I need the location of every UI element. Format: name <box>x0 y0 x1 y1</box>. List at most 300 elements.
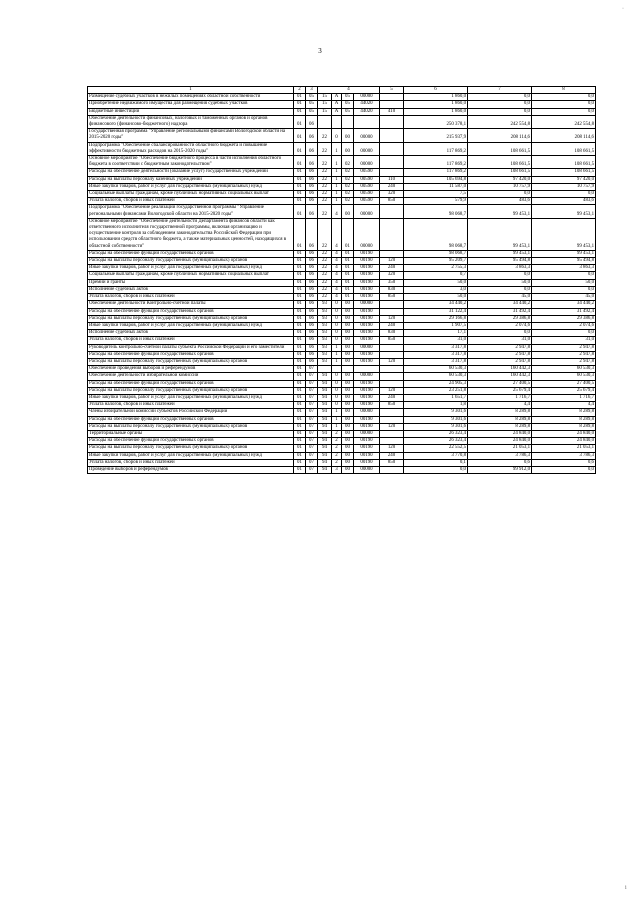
row-code-cell: 1 <box>332 169 342 176</box>
table-row <box>88 452 596 459</box>
table-row <box>88 294 596 301</box>
row-amount-cell: 31 122,4 <box>404 308 468 315</box>
row-code-cell: 0 <box>332 129 342 142</box>
row-code-cell: 00 <box>342 430 354 437</box>
row-amount-cell: 9 301,6 <box>404 416 468 423</box>
row-amount-cell: 24 840,0 <box>468 438 532 445</box>
row-code-cell: 06 <box>306 337 318 344</box>
row-code-cell: 06 <box>306 301 318 308</box>
column-header: 8 <box>532 87 596 94</box>
row-amount-cell: 242 554,8 <box>532 115 596 128</box>
column-header: 6 <box>404 87 468 94</box>
row-amount-cell: 60 530,3 <box>404 373 468 380</box>
table-row <box>88 416 596 423</box>
table-row <box>88 176 596 183</box>
row-code-cell: 93 <box>318 351 332 358</box>
row-code-cell: 00190 <box>354 265 380 272</box>
row-code-cell: 00 <box>342 337 354 344</box>
row-code-cell: 22 <box>318 286 332 293</box>
row-code-cell: 01 <box>342 286 354 293</box>
row-amount-cell: 60 530,3 <box>532 366 596 373</box>
row-amount-cell: 108 661,5 <box>468 142 532 155</box>
row-code-cell: 110 <box>380 176 404 183</box>
row-code-cell: 02 <box>342 176 354 183</box>
table-header-row <box>88 87 596 94</box>
row-code-cell <box>318 115 332 128</box>
table-row <box>88 358 596 365</box>
row-amount-cell: 50,0 <box>468 279 532 286</box>
row-amount-cell: 0,1 <box>404 459 468 466</box>
row-code-cell: 06 <box>306 286 318 293</box>
row-code-cell: 120 <box>380 445 404 452</box>
row-code-cell: 240 <box>380 265 404 272</box>
row-amount-cell: 8 289,8 <box>532 409 596 416</box>
row-code-cell: 00190 <box>354 250 380 257</box>
row-code-cell: 2 <box>332 445 342 452</box>
row-name-cell: Обеспечение деятельности финансовых, налоговых и таможенных органов и органов финансового (финансово-бюджетного) надзора <box>88 115 294 128</box>
row-amount-cell: 208 114,6 <box>532 129 596 142</box>
row-code-cell: 15 <box>318 101 332 108</box>
table-row <box>88 344 596 351</box>
row-code-cell: 00190 <box>354 322 380 329</box>
row-code-cell: 07 <box>306 409 318 416</box>
row-amount-cell: 3 317,8 <box>404 358 468 365</box>
row-code-cell: 01 <box>294 183 306 190</box>
table-row <box>88 301 596 308</box>
row-code-cell: 410 <box>380 108 404 115</box>
row-name-cell: Обеспечение проведения выборов и референдумов <box>88 366 294 373</box>
row-code-cell <box>380 438 404 445</box>
table-row <box>88 366 596 373</box>
row-code-cell: 94 <box>318 466 332 473</box>
row-code-cell: А <box>332 108 342 115</box>
row-name-cell: Государственная программа "Управление региональными финансами Вологодской области на 2015-2020 годы" <box>88 129 294 142</box>
row-name-cell: Расходы на выплаты персоналу государственных (муниципальных) органов <box>88 315 294 322</box>
table-row <box>88 198 596 205</box>
row-code-cell: 01 <box>294 191 306 198</box>
row-name-cell: Расходы на обеспечение функций государственных органов <box>88 438 294 445</box>
row-amount-cell: 3 863,3 <box>468 265 532 272</box>
row-code-cell: 06 <box>306 183 318 190</box>
row-code-cell <box>380 301 404 308</box>
row-code-cell: 93 <box>318 301 332 308</box>
row-code-cell: 01 <box>294 466 306 473</box>
row-code-cell: 00 <box>342 301 354 308</box>
row-amount-cell: 24 840,0 <box>532 438 596 445</box>
row-code-cell: 94 <box>318 380 332 387</box>
row-code-cell <box>380 380 404 387</box>
row-code-cell: 00190 <box>354 452 380 459</box>
table-row <box>88 423 596 430</box>
row-name-cell: Обеспечение деятельности избирательной комиссии <box>88 373 294 380</box>
row-code-cell <box>332 366 342 373</box>
row-code-cell: 06 <box>306 294 318 301</box>
corner-mark-top: · <box>622 6 624 12</box>
row-code-cell: 01 <box>294 445 306 452</box>
row-amount-cell: 99 453,1 <box>532 218 596 250</box>
row-code-cell: 0 <box>332 402 342 409</box>
row-code-cell: 44020 <box>354 108 380 115</box>
row-code-cell: 01 <box>294 373 306 380</box>
row-code-cell: 00 <box>342 380 354 387</box>
row-amount-cell: 7,5 <box>404 191 468 198</box>
row-name-cell: Иные закупки товаров, работ и услуг для государственных (муниципальных) нужд <box>88 265 294 272</box>
row-code-cell: 00000 <box>354 466 380 473</box>
row-code-cell: 22 <box>318 183 332 190</box>
table-row <box>88 142 596 155</box>
row-code-cell: 00590 <box>354 191 380 198</box>
row-code-cell: 01 <box>294 430 306 437</box>
row-amount-cell: 0,0 <box>532 101 596 108</box>
row-name-cell: Расходы на выплаты персоналу государственных (муниципальных) органов <box>88 258 294 265</box>
row-code-cell: 1 <box>332 344 342 351</box>
row-amount-cell: 31,0 <box>468 337 532 344</box>
row-code-cell: 06 <box>306 250 318 257</box>
row-code-cell: 0 <box>332 330 342 337</box>
row-code-cell: 06 <box>306 315 318 322</box>
row-name-cell: Расходы на обеспечение функций государственных органов <box>88 250 294 257</box>
row-name-cell: Социальные выплаты гражданам, кроме публичных нормативных социальных выплат <box>88 272 294 279</box>
row-code-cell: 01 <box>294 115 306 128</box>
row-code-cell: 120 <box>380 358 404 365</box>
row-amount-cell: 8 289,8 <box>468 416 532 423</box>
row-code-cell: 00190 <box>354 308 380 315</box>
row-name-cell: Уплата налогов, сборов и иных платежей <box>88 459 294 466</box>
row-code-cell: 350 <box>380 279 404 286</box>
row-name-cell: Уплата налогов, сборов и иных платежей <box>88 294 294 301</box>
row-code-cell: 01 <box>294 279 306 286</box>
row-code-cell: А <box>332 94 342 101</box>
row-code-cell: 00 <box>342 322 354 329</box>
row-code-cell: 07 <box>306 445 318 452</box>
row-code-cell: 44020 <box>354 101 380 108</box>
row-code-cell: 02 <box>342 183 354 190</box>
row-code-cell: 22 <box>318 142 332 155</box>
table-row <box>88 387 596 394</box>
row-amount-cell: 117 869,2 <box>404 142 468 155</box>
row-code-cell: 0 <box>332 301 342 308</box>
row-name-cell: Подпрограмма "Обеспечение реализации государственной программы "Управление региональными финансами Вологодской области на 2015-2020 годы" <box>88 205 294 218</box>
row-code-cell <box>380 344 404 351</box>
row-amount-cell: 0,0 <box>468 286 532 293</box>
row-code-cell: 06 <box>306 129 318 142</box>
row-code-cell: 07 <box>306 380 318 387</box>
row-code-cell: 00190 <box>354 337 380 344</box>
row-code-cell: 94 <box>318 452 332 459</box>
row-amount-cell: 98 068,7 <box>404 205 468 218</box>
row-amount-cell: 97 420,0 <box>532 176 596 183</box>
table-row <box>88 351 596 358</box>
row-code-cell: 06 <box>306 142 318 155</box>
row-name-cell: Расходы на обеспечение функций государственных органов <box>88 308 294 315</box>
row-code-cell: 00000 <box>354 205 380 218</box>
row-code-cell: 00 <box>342 205 354 218</box>
table-row <box>88 129 596 142</box>
row-code-cell: 00 <box>342 358 354 365</box>
row-code-cell <box>380 373 404 380</box>
row-code-cell: 07 <box>306 387 318 394</box>
row-code-cell: 4 <box>332 272 342 279</box>
row-code-cell: 01 <box>294 258 306 265</box>
row-code-cell: 00000 <box>354 129 380 142</box>
row-amount-cell: 108 661,5 <box>532 142 596 155</box>
table-row <box>88 330 596 337</box>
row-code-cell <box>380 156 404 169</box>
row-code-cell: 00000 <box>354 156 380 169</box>
budget-table <box>87 86 596 474</box>
row-code-cell: 00190 <box>354 380 380 387</box>
row-code-cell: 01 <box>294 265 306 272</box>
row-code-cell: 00 <box>342 409 354 416</box>
row-code-cell: 01 <box>294 423 306 430</box>
row-code-cell: 3 <box>332 466 342 473</box>
row-amount-cell: 250 378,1 <box>404 115 468 128</box>
table-row <box>88 108 596 115</box>
row-amount-cell: 208 114,6 <box>468 129 532 142</box>
row-code-cell <box>380 466 404 473</box>
table-row <box>88 459 596 466</box>
row-code-cell: 4 <box>332 205 342 218</box>
row-code-cell: 320 <box>380 272 404 279</box>
row-code-cell: 00 <box>342 315 354 322</box>
table-row <box>88 101 596 108</box>
row-amount-cell: 117 869,2 <box>404 156 468 169</box>
row-code-cell <box>380 218 404 250</box>
row-name-cell: Руководитель контрольно-счетной палаты субъекта Российской Федерации и его заместители <box>88 344 294 351</box>
row-name-cell: Основное мероприятие "Обеспечение бюджетного процесса в части исполнения областного бюджета в соответствии с бюджетным законодательством" <box>88 156 294 169</box>
row-code-cell: 4 <box>332 250 342 257</box>
row-code-cell: 4 <box>332 265 342 272</box>
row-code-cell: 00190 <box>354 279 380 286</box>
row-code-cell: 120 <box>380 387 404 394</box>
row-code-cell: 01 <box>294 330 306 337</box>
row-code-cell <box>332 115 342 128</box>
row-amount-cell: 2 074,6 <box>532 322 596 329</box>
row-code-cell: 01 <box>294 142 306 155</box>
row-amount-cell: 10 757,9 <box>532 183 596 190</box>
table-row <box>88 409 596 416</box>
row-code-cell: 4 <box>332 258 342 265</box>
row-code-cell: 94 <box>318 459 332 466</box>
row-code-cell: 00190 <box>354 459 380 466</box>
row-code-cell: 00000 <box>354 430 380 437</box>
row-name-cell: Иные закупки товаров, работ и услуг для государственных (муниципальных) нужд <box>88 394 294 401</box>
row-amount-cell: 3 317,8 <box>404 344 468 351</box>
table-row <box>88 258 596 265</box>
row-amount-cell: 45,0 <box>532 294 596 301</box>
row-code-cell: 05 <box>342 94 354 101</box>
row-code-cell: 120 <box>380 315 404 322</box>
row-code-cell: 0 <box>332 380 342 387</box>
row-code-cell <box>342 366 354 373</box>
row-code-cell: 0 <box>332 373 342 380</box>
row-amount-cell: 0,0 <box>532 272 596 279</box>
row-code-cell: 120 <box>380 258 404 265</box>
row-code-cell: 01 <box>342 272 354 279</box>
row-amount-cell: 31,0 <box>404 337 468 344</box>
row-code-cell: 94 <box>318 438 332 445</box>
row-code-cell: 01 <box>294 409 306 416</box>
row-code-cell: 00190 <box>354 272 380 279</box>
row-amount-cell: 4,4 <box>468 402 532 409</box>
row-amount-cell: 1 860,0 <box>404 108 468 115</box>
row-code-cell: 15 <box>318 94 332 101</box>
row-code-cell: 1 <box>332 191 342 198</box>
row-code-cell: 22 <box>318 176 332 183</box>
table-row <box>88 218 596 250</box>
row-code-cell: 06 <box>306 218 318 250</box>
row-amount-cell: 0,7 <box>404 272 468 279</box>
row-code-cell: 22 <box>318 250 332 257</box>
row-code-cell: 94 <box>318 409 332 416</box>
row-code-cell: 00 <box>342 423 354 430</box>
row-code-cell: 93 <box>318 308 332 315</box>
row-code-cell: 05 <box>342 108 354 115</box>
row-code-cell: 00190 <box>354 258 380 265</box>
row-amount-cell: 0,0 <box>532 94 596 101</box>
row-code-cell: 15 <box>318 108 332 115</box>
row-code-cell: 07 <box>306 373 318 380</box>
row-code-cell: 22 <box>318 265 332 272</box>
row-code-cell: 22 <box>318 294 332 301</box>
row-code-cell: 00 <box>342 459 354 466</box>
row-amount-cell: 117 869,2 <box>404 169 468 176</box>
table-row <box>88 315 596 322</box>
row-code-cell: 4 <box>332 286 342 293</box>
row-amount-cell: 3,0 <box>404 286 468 293</box>
row-code-cell: 1 <box>332 176 342 183</box>
row-code-cell: 06 <box>306 322 318 329</box>
row-code-cell: 00 <box>342 466 354 473</box>
row-code-cell: 94 <box>318 394 332 401</box>
row-code-cell: 1 <box>332 183 342 190</box>
row-name-cell: Расходы на обеспечение функций государственных органов <box>88 416 294 423</box>
row-amount-cell: 24 905,3 <box>404 380 468 387</box>
row-name-cell: Иные закупки товаров, работ и услуг для государственных (муниципальных) нужд <box>88 322 294 329</box>
row-code-cell: 00 <box>342 394 354 401</box>
row-code-cell: 4 <box>332 279 342 286</box>
row-name-cell: Размещение судебных участков в нежилых помещениях областной собственности <box>88 94 294 101</box>
row-amount-cell: 60 530,3 <box>532 373 596 380</box>
row-amount-cell: 3 863,3 <box>532 265 596 272</box>
row-code-cell: 00190 <box>354 402 380 409</box>
row-amount-cell: 2 947,8 <box>468 358 532 365</box>
row-code-cell: 01 <box>294 169 306 176</box>
row-amount-cell: 0,0 <box>532 108 596 115</box>
column-header: 1 <box>88 87 294 94</box>
row-code-cell: 00 <box>342 351 354 358</box>
row-amount-cell: 31 492,4 <box>468 308 532 315</box>
row-amount-cell: 108 661,5 <box>532 169 596 176</box>
row-amount-cell: 3 770,8 <box>404 452 468 459</box>
corner-mark-bottom: i <box>625 885 627 891</box>
row-amount-cell: 99 453,1 <box>468 205 532 218</box>
row-name-cell: Обеспечение деятельности Контрольно-счетной палаты <box>88 301 294 308</box>
row-code-cell: 02 <box>342 169 354 176</box>
row-code-cell: 00190 <box>354 315 380 322</box>
row-code-cell: 850 <box>380 402 404 409</box>
row-code-cell: 00 <box>342 129 354 142</box>
row-code-cell: 1 <box>332 423 342 430</box>
row-amount-cell: 8 289,8 <box>468 409 532 416</box>
row-amount-cell: 27 400,5 <box>532 380 596 387</box>
row-code-cell: 06 <box>306 205 318 218</box>
row-code-cell: 00000 <box>354 218 380 250</box>
row-code-cell: 01 <box>294 337 306 344</box>
row-amount-cell: 483,6 <box>532 198 596 205</box>
row-amount-cell: 99 453,1 <box>532 205 596 218</box>
row-code-cell: 01 <box>342 218 354 250</box>
row-amount-cell: 0,0 <box>468 191 532 198</box>
row-code-cell: 00 <box>342 402 354 409</box>
row-code-cell: 830 <box>380 286 404 293</box>
row-code-cell: 00190 <box>354 394 380 401</box>
row-code-cell <box>342 115 354 128</box>
page-number: 3 <box>318 47 322 55</box>
row-code-cell <box>380 115 404 128</box>
row-code-cell: 06 <box>306 169 318 176</box>
row-name-cell: Иные закупки товаров, работ и услуг для государственных (муниципальных) нужд <box>88 452 294 459</box>
row-code-cell: 01 <box>294 129 306 142</box>
row-code-cell <box>380 142 404 155</box>
row-code-cell <box>380 416 404 423</box>
row-amount-cell: 8 289,8 <box>532 416 596 423</box>
row-amount-cell: 31,0 <box>532 337 596 344</box>
column-header: 4 <box>318 87 380 94</box>
row-name-cell: Территориальные органы <box>88 430 294 437</box>
row-amount-cell: 21 053,1 <box>532 445 596 452</box>
row-code-cell: 2 <box>332 459 342 466</box>
row-amount-cell: 99 453,1 <box>468 218 532 250</box>
row-code-cell: 1 <box>332 358 342 365</box>
row-code-cell: 850 <box>380 459 404 466</box>
row-amount-cell: 25 679,4 <box>468 387 532 394</box>
row-code-cell: 00 <box>342 330 354 337</box>
row-code-cell: 93 <box>318 330 332 337</box>
row-code-cell: 06 <box>306 308 318 315</box>
row-amount-cell: 2 947,8 <box>468 344 532 351</box>
row-code-cell: 1 <box>332 351 342 358</box>
row-code-cell: 320 <box>380 191 404 198</box>
row-code-cell: 830 <box>380 330 404 337</box>
row-amount-cell: 160 442,3 <box>468 366 532 373</box>
table-row <box>88 402 596 409</box>
row-amount-cell: 2 074,6 <box>468 322 532 329</box>
row-code-cell: 00190 <box>354 330 380 337</box>
row-amount-cell: 0,0 <box>468 272 532 279</box>
row-code-cell: 01 <box>294 294 306 301</box>
row-amount-cell: 27 400,5 <box>468 380 532 387</box>
row-code-cell: 00590 <box>354 198 380 205</box>
row-amount-cell: 0,0 <box>468 108 532 115</box>
row-code-cell: 07 <box>306 394 318 401</box>
row-name-cell: Расходы на выплаты персоналу казенных учреждений <box>88 176 294 183</box>
row-code-cell: 02 <box>342 198 354 205</box>
row-code-cell: 240 <box>380 183 404 190</box>
row-amount-cell: 45,0 <box>468 294 532 301</box>
row-code-cell: 00190 <box>354 351 380 358</box>
row-amount-cell: 60 530,3 <box>404 366 468 373</box>
row-code-cell: 240 <box>380 394 404 401</box>
row-code-cell: 00190 <box>354 358 380 365</box>
row-amount-cell: 34 440,2 <box>468 301 532 308</box>
row-code-cell: 01 <box>294 94 306 101</box>
table-row <box>88 322 596 329</box>
row-code-cell: 00590 <box>354 169 380 176</box>
row-code-cell: 22 <box>318 218 332 250</box>
row-code-cell: 22 <box>318 191 332 198</box>
row-amount-cell: 9 301,6 <box>404 409 468 416</box>
